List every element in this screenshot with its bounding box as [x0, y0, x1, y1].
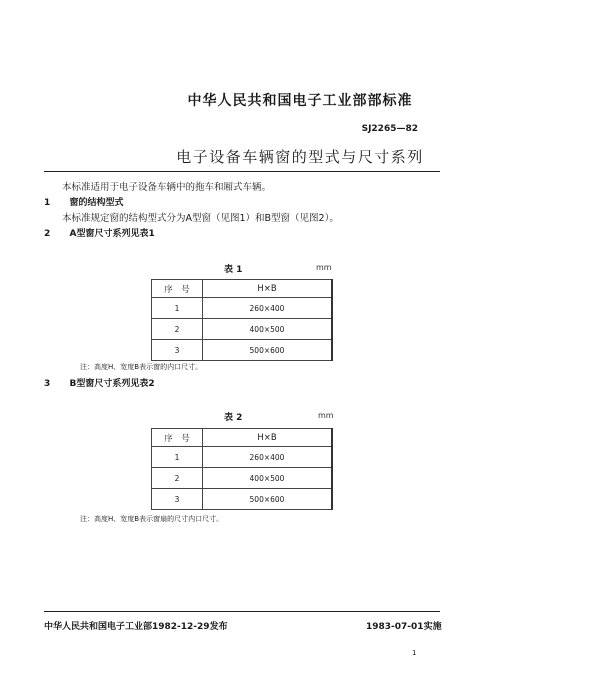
intro-paragraph: 本标准适用于电子设备车辆中的拖车和厢式车辆。 — [62, 182, 272, 193]
title-divider — [44, 171, 440, 172]
table-1-caption: 表 1 — [224, 265, 243, 275]
table-1-unit: mm — [316, 263, 332, 272]
table-1-cell-size: 500×600 — [203, 340, 333, 361]
table-2-header-index: 序 号 — [152, 429, 203, 447]
section-1-heading — [44, 195, 124, 208]
table-2-row — [152, 447, 333, 468]
section-1-number: 1 — [44, 198, 51, 208]
effective-date: 1983-07-01实施 — [366, 622, 442, 632]
table-1 — [151, 279, 333, 361]
table-2-header-row — [152, 429, 333, 447]
table-1-cell-index: 1 — [152, 298, 203, 319]
table-2-header-size: H×B — [203, 429, 333, 447]
table-2-cell-size: 500×600 — [203, 489, 333, 510]
table-1-cell-index: 2 — [152, 319, 203, 340]
table-2-cell-size: 400×500 — [203, 468, 333, 489]
section-3-title: B型窗尺寸系列见表2 — [69, 379, 155, 389]
table-2-note: 注：高度H、宽度B表示窗扇的尺寸内口尺寸。 — [80, 515, 224, 523]
table-2-cell-index: 2 — [152, 468, 203, 489]
table-2-cell-size: 260×400 — [203, 447, 333, 468]
table-2-cell-index: 1 — [152, 447, 203, 468]
document-title: 电子设备车辆窗的型式与尺寸系列 — [176, 148, 424, 166]
table-1-cell-index: 3 — [152, 340, 203, 361]
table-2-row — [152, 468, 333, 489]
table-2 — [151, 428, 333, 510]
section-1-title: 窗的结构型式 — [69, 198, 124, 208]
table-2-unit: mm — [318, 411, 334, 420]
table-2-row — [152, 489, 333, 510]
table-1-header-row — [152, 280, 333, 298]
table-1-note: 注：高度H、宽度B表示窗的内口尺寸。 — [80, 363, 203, 371]
section-1-body: 本标准规定窗的结构型式分为A型窗（见图1）和B型窗（见图2）。 — [62, 213, 339, 224]
section-2-title: A型窗尺寸系列见表1 — [69, 229, 155, 239]
footer-divider — [44, 611, 440, 612]
page-number: 1 — [412, 649, 417, 657]
section-3-heading — [44, 376, 155, 389]
issue-date: 中华人民共和国电子工业部1982-12-29发布 — [44, 622, 228, 632]
section-2-number: 2 — [44, 229, 51, 239]
table-1-row — [152, 298, 333, 319]
section-2-heading — [44, 226, 155, 239]
table-2-cell-index: 3 — [152, 489, 203, 510]
table-1-row — [152, 319, 333, 340]
table-2-caption: 表 2 — [224, 413, 243, 423]
standard-number: SJ2265—82 — [361, 124, 418, 134]
ministry-header: 中华人民共和国电子工业部部标准 — [187, 93, 413, 109]
table-1-cell-size: 400×500 — [203, 319, 333, 340]
table-1-header-size: H×B — [203, 280, 333, 298]
section-3-number: 3 — [44, 379, 51, 389]
table-1-cell-size: 260×400 — [203, 298, 333, 319]
table-1-header-index: 序 号 — [152, 280, 203, 298]
table-1-row — [152, 340, 333, 361]
